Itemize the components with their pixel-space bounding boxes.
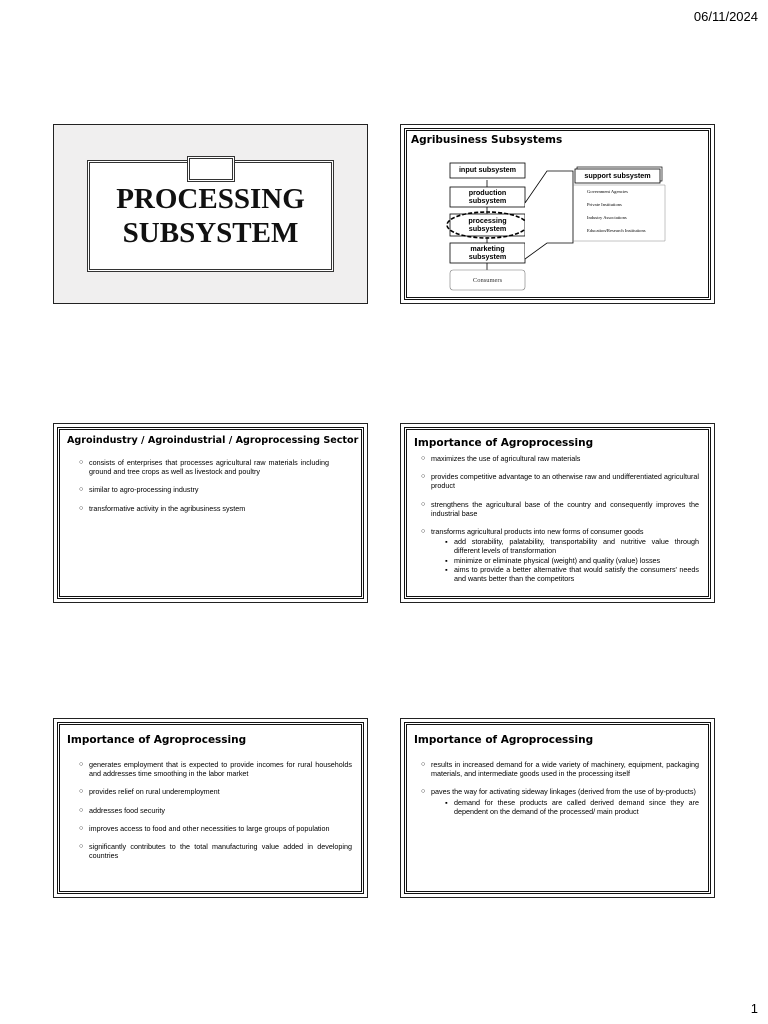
sub-bullet-icon: ▪ — [445, 555, 448, 565]
production-subsystem-label — [450, 189, 525, 205]
slide-importance-3 — [400, 718, 715, 898]
input-subsystem-label: input subsystem — [458, 165, 517, 174]
bullet-item — [421, 500, 699, 518]
consumers-label: Consumers — [472, 277, 503, 284]
bullet-text: strengthens the agricultural base of the country and consequently improves the industrial base — [431, 499, 699, 518]
slide-title: Importance of Agroprocessing — [67, 734, 247, 746]
slide-title: Importance of Agroprocessing — [414, 734, 594, 746]
bullet-icon: ○ — [421, 473, 426, 481]
bullet-text: provides relief on rural underemployment — [89, 787, 220, 797]
slide-importance-1 — [400, 423, 715, 603]
support-item-government: Government Agencies — [587, 189, 628, 194]
bullet-item — [79, 824, 352, 833]
bullet-item — [79, 458, 329, 476]
bullet-icon: ○ — [79, 486, 84, 494]
slide-body — [421, 454, 699, 592]
bullet-item — [79, 842, 352, 860]
slide-title: Importance of Agroprocessing — [414, 437, 594, 449]
sub-bullet-text: aims to provide a better alternative that would satisfy the consumers' needs and wants better than the competitors — [454, 564, 699, 584]
bullet-item — [421, 472, 699, 490]
bullet-text: consists of enterprises that processes agricultural raw materials including ground and tree crops as well as livestock and poultry — [89, 458, 329, 477]
slide-title: Agribusiness Subsystems — [411, 134, 563, 146]
bullet-item — [421, 454, 699, 463]
bullet-icon: ○ — [421, 500, 426, 508]
bullet-item — [421, 527, 699, 583]
sub-bullet-text: minimize or eliminate physical (weight) and quality (value) losses — [454, 555, 661, 565]
support-item-private: Private Institutions — [587, 202, 622, 207]
bullet-icon: ○ — [421, 761, 426, 768]
marketing-label-line-1: marketing — [470, 244, 505, 253]
production-label-line-1: production — [468, 188, 507, 197]
slide-importance-2 — [53, 718, 368, 898]
bullet-icon: ○ — [79, 504, 84, 512]
slide-title: Agroindustry / Agroindustrial / Agroprocessing Sector — [67, 435, 359, 446]
bullet-icon: ○ — [79, 788, 84, 796]
bullet-text: addresses food security — [89, 805, 165, 815]
bullet-item — [79, 787, 352, 796]
slide-title — [53, 124, 368, 304]
slide-body — [421, 760, 699, 825]
bullet-icon: ○ — [421, 455, 426, 462]
support-item-education: Education/Research Institutions — [587, 228, 646, 233]
slide-body — [79, 760, 352, 869]
bullet-icon: ○ — [79, 761, 84, 768]
bullet-item — [79, 760, 352, 778]
sub-bullet-list — [445, 798, 699, 816]
bullet-icon: ○ — [421, 788, 426, 796]
bullet-text: paves the way for activating sideway linkages (derived from the use of by-products) — [431, 787, 696, 797]
bullet-item — [79, 504, 329, 513]
support-subsystem-label: support subsystem — [584, 171, 651, 180]
sub-bullet-item — [445, 556, 699, 565]
bullet-icon: ○ — [421, 528, 426, 536]
marketing-subsystem-label — [450, 245, 525, 261]
title-tab-decoration — [187, 156, 235, 182]
callout-bracket — [525, 171, 573, 259]
bullet-item — [79, 485, 329, 494]
bullet-text: transformative activity in the agribusiness system — [89, 503, 246, 513]
bullet-text: significantly contributes to the total manufacturing value added in developing countries — [89, 842, 352, 861]
sub-bullet-icon: ▪ — [445, 537, 448, 547]
bullet-icon: ○ — [79, 824, 84, 832]
page-date: 06/11/2024 — [693, 9, 758, 24]
bullet-icon: ○ — [79, 843, 84, 851]
bullet-icon: ○ — [79, 459, 84, 466]
sub-bullet-text: add storability, palatability, transportability and nutritive value through different levels of transformation — [454, 537, 699, 556]
subsystems-diagram — [401, 125, 716, 305]
slide-main-title — [87, 182, 334, 250]
bullet-text: transforms agricultural products into new forms of consumer goods — [431, 527, 644, 537]
processing-label-line-1: processing — [468, 216, 507, 225]
title-line-2: SUBSYSTEM — [122, 217, 299, 249]
slide-agribusiness-subsystems — [400, 124, 715, 304]
support-item-industry: Industry Associations — [587, 215, 627, 220]
sub-bullet-list — [445, 537, 699, 583]
bullet-item — [421, 787, 699, 816]
bullet-text: maximizes the use of agricultural raw materials — [431, 454, 581, 463]
sub-bullet-item — [445, 565, 699, 583]
sub-bullet-icon: ▪ — [445, 797, 448, 807]
bullet-text: results in increased demand for a wide variety of machinery, equipment, packaging materials, and intermediate goods used in the processing itself — [431, 760, 699, 779]
processing-label-line-2: subsystem — [468, 224, 507, 233]
production-label-line-2: subsystem — [468, 196, 507, 205]
bullet-text: generates employment that is expected to provide incomes for rural households and addresses time smoothing in the labor market — [89, 760, 352, 779]
bullet-text: provides competitive advantage to an otherwise raw and undifferentiated agricultural product — [431, 472, 699, 491]
bullet-item — [421, 760, 699, 778]
page-number: 1 — [750, 1001, 758, 1016]
sub-bullet-icon: ▪ — [445, 564, 448, 574]
title-line-1: PROCESSING — [116, 183, 305, 215]
sub-bullet-text: demand for these products are called derived demand since they are dependent on the demand of the processed/ main product — [454, 797, 699, 816]
processing-subsystem-label — [450, 217, 525, 233]
slide-body — [79, 458, 329, 522]
bullet-icon: ○ — [79, 806, 84, 814]
sub-bullet-item — [445, 537, 699, 555]
slide-agroindustry-sector — [53, 423, 368, 603]
sub-bullet-item — [445, 798, 699, 816]
bullet-text: similar to agro-processing industry — [89, 485, 199, 495]
bullet-item — [79, 806, 352, 815]
bullet-text: improves access to food and other necessities to large groups of population — [89, 823, 330, 833]
marketing-label-line-2: subsystem — [468, 252, 507, 261]
